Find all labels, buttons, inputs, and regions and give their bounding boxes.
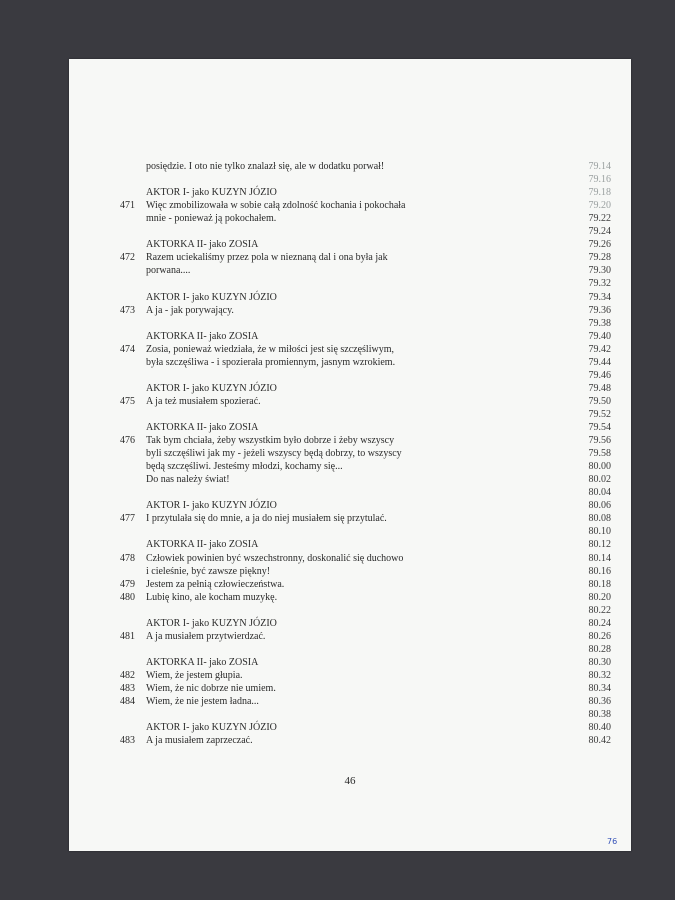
line-text: AKTOR I- jako KUZYN JÓZIO [146, 722, 277, 734]
timecode: 80.02 [588, 474, 611, 486]
script-line [69, 304, 631, 317]
line-number: 480 [120, 591, 135, 603]
timecode: 80.22 [588, 604, 611, 616]
timecode: 80.20 [588, 591, 611, 603]
script-line [69, 434, 631, 447]
line-text: I przytulała się do mnie, a ja do niej musiałem się przytulać. [146, 513, 387, 525]
timecode: 80.12 [588, 539, 611, 551]
timecode: 79.42 [588, 343, 611, 355]
script-line [69, 382, 631, 395]
line-text: AKTORKA II- jako ZOSIA [146, 539, 259, 551]
line-text: AKTORKA II- jako ZOSIA [146, 330, 259, 342]
timecode: 79.52 [588, 408, 611, 420]
timecode: 79.40 [588, 330, 611, 342]
page-number: 46 [344, 775, 356, 787]
script-line [69, 538, 631, 551]
script-line [69, 356, 631, 369]
timecode: 80.00 [588, 461, 611, 473]
timecode: 80.40 [588, 722, 611, 734]
line-text: Wiem, że nie jestem ładna... [146, 696, 259, 708]
script-line [69, 212, 631, 225]
line-number: 478 [120, 552, 135, 564]
corner-mark: 76 [607, 837, 618, 846]
script-line [69, 695, 631, 708]
script-line [69, 552, 631, 565]
script-line [69, 630, 631, 643]
line-number: 483 [120, 735, 135, 747]
script-page [69, 59, 631, 851]
timecode: 79.54 [588, 422, 611, 433]
timecode: 80.26 [588, 630, 611, 642]
script-line [69, 408, 631, 421]
script-line [69, 251, 631, 264]
line-text: Zosia, ponieważ wiedziała, że w miłości jest się szczęśliwym, [146, 343, 394, 355]
script-line [69, 486, 631, 499]
line-text: Człowiek powinien być wszechstronny, doskonalić się duchowo [146, 552, 404, 564]
script-line [69, 264, 631, 277]
line-number: 481 [120, 630, 135, 642]
line-text: AKTORKA II- jako ZOSIA [146, 239, 259, 251]
line-text: A ja też musiałem spozierać. [146, 395, 261, 407]
timecode: 79.22 [588, 213, 611, 225]
script-line [69, 317, 631, 330]
line-text: A ja musiałem zaprzeczać. [146, 735, 253, 747]
timecode: 79.18 [588, 187, 611, 199]
line-number: 474 [120, 343, 135, 355]
line-number: 471 [120, 200, 135, 212]
line-text: byli szczęśliwi jak my - jeżeli wszyscy będą dobrzy, to wszyscy [146, 448, 402, 460]
timecode: 80.32 [588, 669, 611, 681]
line-text: AKTOR I- jako KUZYN JÓZIO [146, 291, 277, 303]
timecode: 79.34 [588, 291, 611, 303]
line-number: 475 [120, 395, 135, 407]
timecode: 79.58 [588, 448, 611, 460]
script-line [69, 499, 631, 512]
timecode: 79.24 [588, 226, 611, 238]
line-text: Wiem, że jestem głupia. [146, 669, 243, 681]
script-line [69, 525, 631, 538]
line-number: 476 [120, 435, 135, 447]
line-text: Wiem, że nic dobrze nie umiem. [146, 683, 276, 694]
script-line [69, 330, 631, 343]
timecode: 79.28 [588, 252, 611, 264]
line-text: AKTOR I- jako KUZYN JÓZIO [146, 187, 277, 199]
timecode: 80.04 [588, 487, 611, 499]
script-line [69, 617, 631, 630]
line-number: 472 [120, 252, 135, 264]
script-line [69, 291, 631, 304]
timecode: 79.56 [588, 435, 611, 447]
timecode: 79.16 [588, 174, 611, 186]
script-line [69, 565, 631, 578]
timecode: 80.42 [588, 735, 611, 747]
script-line [69, 656, 631, 669]
script-line [69, 173, 631, 186]
timecode: 79.48 [588, 382, 611, 394]
line-text: posiędzie. I oto nie tylko znalazł się, ale w dodatku porwał! [146, 161, 385, 172]
timecode: 79.36 [588, 304, 611, 316]
line-text: Do nas należy świat! [146, 474, 230, 486]
timecode: 80.34 [588, 683, 611, 694]
timecode: 80.14 [588, 552, 611, 564]
line-text: AKTORKA II- jako ZOSIA [146, 422, 259, 433]
timecode: 79.50 [588, 395, 611, 407]
script-line [69, 160, 631, 173]
timecode: 80.18 [588, 578, 611, 590]
line-text: Lubię kino, ale kocham muzykę. [146, 591, 278, 603]
line-text: porwana.... [146, 265, 191, 277]
timecode: 80.10 [588, 526, 611, 538]
timecode: 80.38 [588, 709, 611, 721]
timecode: 79.44 [588, 356, 611, 368]
line-text: Więc zmobilizowała w sobie całą zdolność kochania i pokochała [146, 200, 406, 212]
line-text: AKTORKA II- jako ZOSIA [146, 656, 259, 668]
script-line [69, 447, 631, 460]
script-line [69, 721, 631, 734]
timecode: 80.24 [588, 617, 611, 629]
line-number: 477 [120, 513, 135, 525]
line-text: AKTOR I- jako KUZYN JÓZIO [146, 382, 277, 394]
script-line [69, 512, 631, 525]
line-number: 473 [120, 304, 135, 316]
line-text: AKTOR I- jako KUZYN JÓZIO [146, 500, 277, 512]
line-text: mnie - ponieważ ją pokochałem. [146, 213, 277, 225]
script-line [69, 669, 631, 682]
script-line [69, 734, 631, 747]
line-number: 479 [120, 578, 135, 590]
script-line [69, 395, 631, 408]
script-line [69, 343, 631, 356]
script-line [69, 473, 631, 486]
line-text: A ja - jak porywający. [146, 304, 234, 316]
script-line [69, 186, 631, 199]
script-line [69, 238, 631, 251]
script-line [69, 421, 631, 434]
timecode: 80.16 [588, 565, 611, 577]
script-line [69, 277, 631, 290]
timecode: 79.26 [588, 239, 611, 251]
timecode: 79.46 [588, 369, 611, 381]
line-number: 484 [120, 696, 135, 708]
script-line [69, 604, 631, 617]
line-text: Jestem za pełnią człowieczeństwa. [146, 578, 285, 590]
line-text: była szczęśliwa - i spozierała promiennym, jasnym wzrokiem. [146, 356, 396, 368]
timecode: 80.08 [588, 513, 611, 525]
script-line [69, 591, 631, 604]
timecode: 79.32 [588, 278, 611, 290]
line-text: AKTOR I- jako KUZYN JÓZIO [146, 617, 277, 629]
timecode: 79.30 [588, 265, 611, 277]
line-text: będą szczęśliwi. Jesteśmy młodzi, kochamy się... [146, 461, 343, 473]
script-line [69, 708, 631, 721]
script-line [69, 225, 631, 238]
line-text: A ja musiałem przytwierdzać. [146, 630, 266, 642]
line-text: i cieleśnie, być zawsze piękny! [146, 565, 271, 577]
timecode: 80.30 [588, 656, 611, 668]
line-text: Tak bym chciała, żeby wszystkim było dobrze i żeby wszyscy [146, 435, 395, 447]
timecode: 80.06 [588, 500, 611, 512]
timecode: 79.38 [588, 317, 611, 329]
timecode: 80.36 [588, 696, 611, 708]
script-line [69, 460, 631, 473]
timecode: 79.14 [588, 161, 611, 172]
script-line [69, 643, 631, 656]
script-line [69, 369, 631, 382]
script-line [69, 578, 631, 591]
timecode: 80.28 [588, 643, 611, 655]
timecode: 79.20 [588, 200, 611, 212]
script-line [69, 199, 631, 212]
line-text: Razem uciekaliśmy przez pola w nieznaną dal i ona była jak [146, 252, 388, 264]
line-number: 483 [120, 683, 135, 694]
script-line [69, 682, 631, 695]
line-number: 482 [120, 669, 135, 681]
